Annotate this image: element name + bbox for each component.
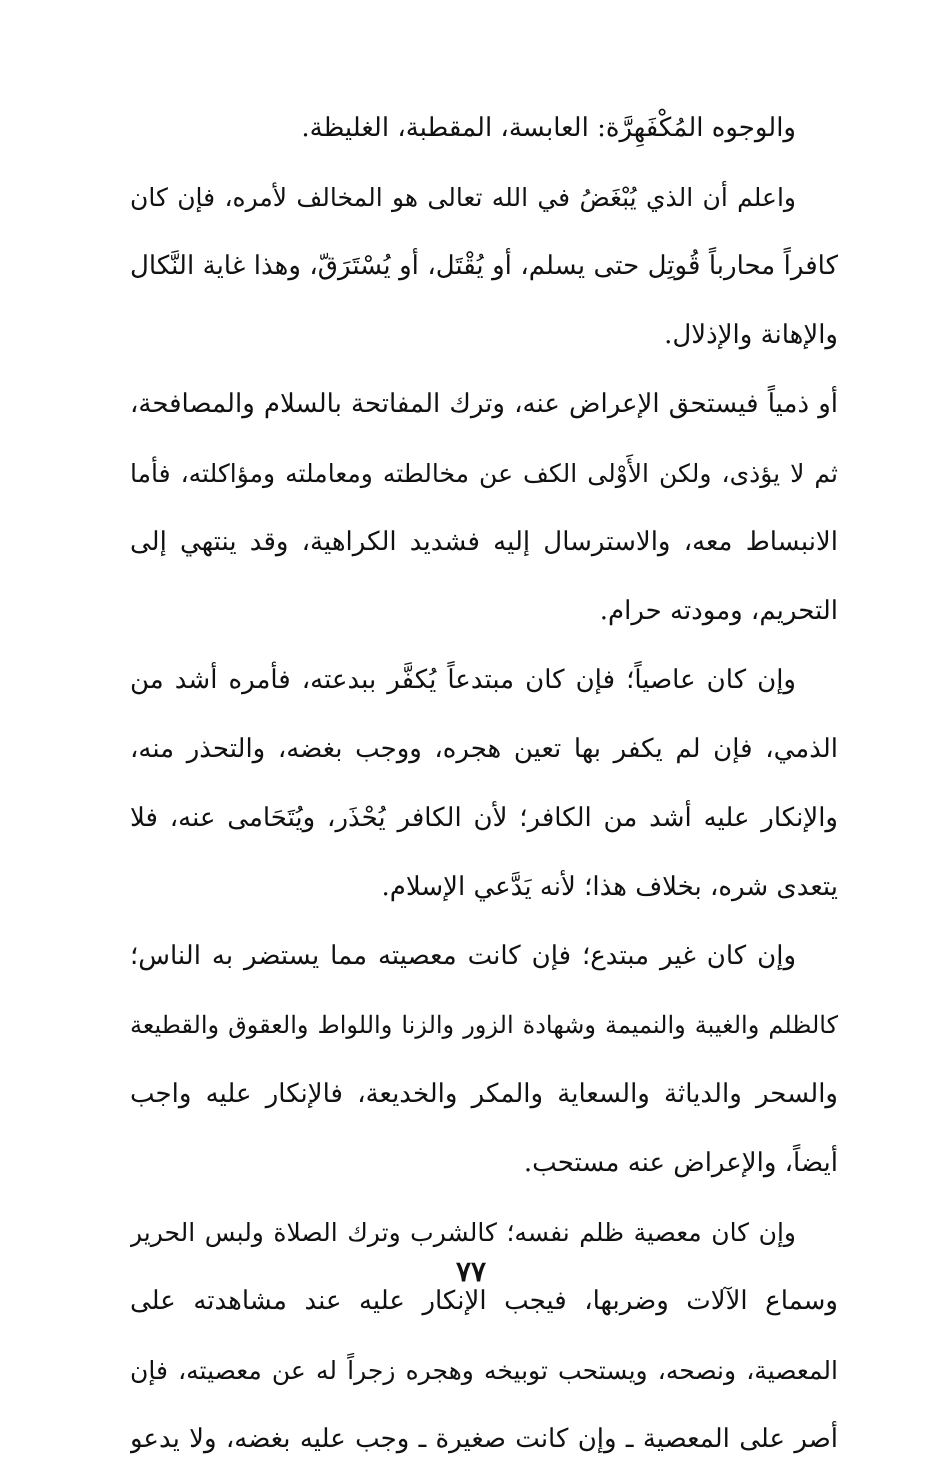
text-line: كالظلم والغيبة والنميمة وشهادة الزور والزنا واللواط والعقوق والقطيعة bbox=[130, 1011, 838, 1039]
text-line: أو ذمياً فيستحق الإعراض عنه، وترك المفاتحة بالسلام والمصافحة، bbox=[130, 389, 838, 419]
text-line: أصر على المعصية ـ وإن كانت صغيرة ـ وجب عليه بغضه، ولا يدعو bbox=[130, 1424, 838, 1454]
text-line: كافراً محارباً قُوتِل حتى يسلم، أو يُقْتَل، أو يُسْتَرَقّ، وهذا غاية النَّكال bbox=[130, 251, 838, 281]
page-number: ٧٧ bbox=[455, 1255, 487, 1288]
text-line: ثم لا يؤذى، ولكن الأَوْلى الكف عن مخالطته ومعاملته ومؤاكلته، فأما bbox=[130, 459, 838, 488]
text-line: وإن كان غير مبتدع؛ فإن كانت معصيته مما يستضر به الناس؛ bbox=[130, 941, 796, 971]
text-line: أيضاً، والإعراض عنه مستحب. bbox=[523, 1148, 838, 1178]
text-line: الانبساط معه، والاسترسال إليه فشديد الكراهية، وقد ينتهي إلى bbox=[130, 527, 838, 557]
text-line: والسحر والدياثة والسعاية والمكر والخديعة، فالإنكار عليه واجب bbox=[130, 1079, 838, 1109]
text-line: واعلم أن الذي يُبْغَضُ في الله تعالى هو المخالف لأمره، فإن كان bbox=[130, 183, 796, 212]
text-line: وإن كان معصية ظلم نفسه؛ كالشرب وترك الصلاة ولبس الحرير bbox=[130, 1218, 796, 1247]
text-line: والإنكار عليه أشد من الكافر؛ لأن الكافر يُحْذَر، ويُتَحَامى عنه، فلا bbox=[130, 803, 838, 833]
text-line: التحريم، ومودته حرام. bbox=[599, 596, 838, 626]
text-line: وسماع الآلات وضربها، فيجب الإنكار عليه عند مشاهدته على bbox=[130, 1286, 838, 1316]
text-line: والوجوه المُكْفَهِرَّة: العابسة، المقطبة، الغليظة. bbox=[301, 113, 796, 143]
text-line: والإهانة والإذلال. bbox=[664, 320, 838, 350]
text-line: يتعدى شره، بخلاف هذا؛ لأنه يَدَّعي الإسلام. bbox=[381, 872, 838, 902]
text-line: الذمي، فإن لم يكفر بها تعين هجره، ووجب بغضه، والتحذر منه، bbox=[130, 734, 838, 764]
text-line: وإن كان عاصياً؛ فإن كان مبتدعاً يُكفَّر ببدعته، فأمره أشد من bbox=[130, 665, 796, 695]
text-line: المعصية، ونصحه، ويستحب توبيخه وهجره زجراً له عن معصيته، فإن bbox=[130, 1356, 838, 1385]
